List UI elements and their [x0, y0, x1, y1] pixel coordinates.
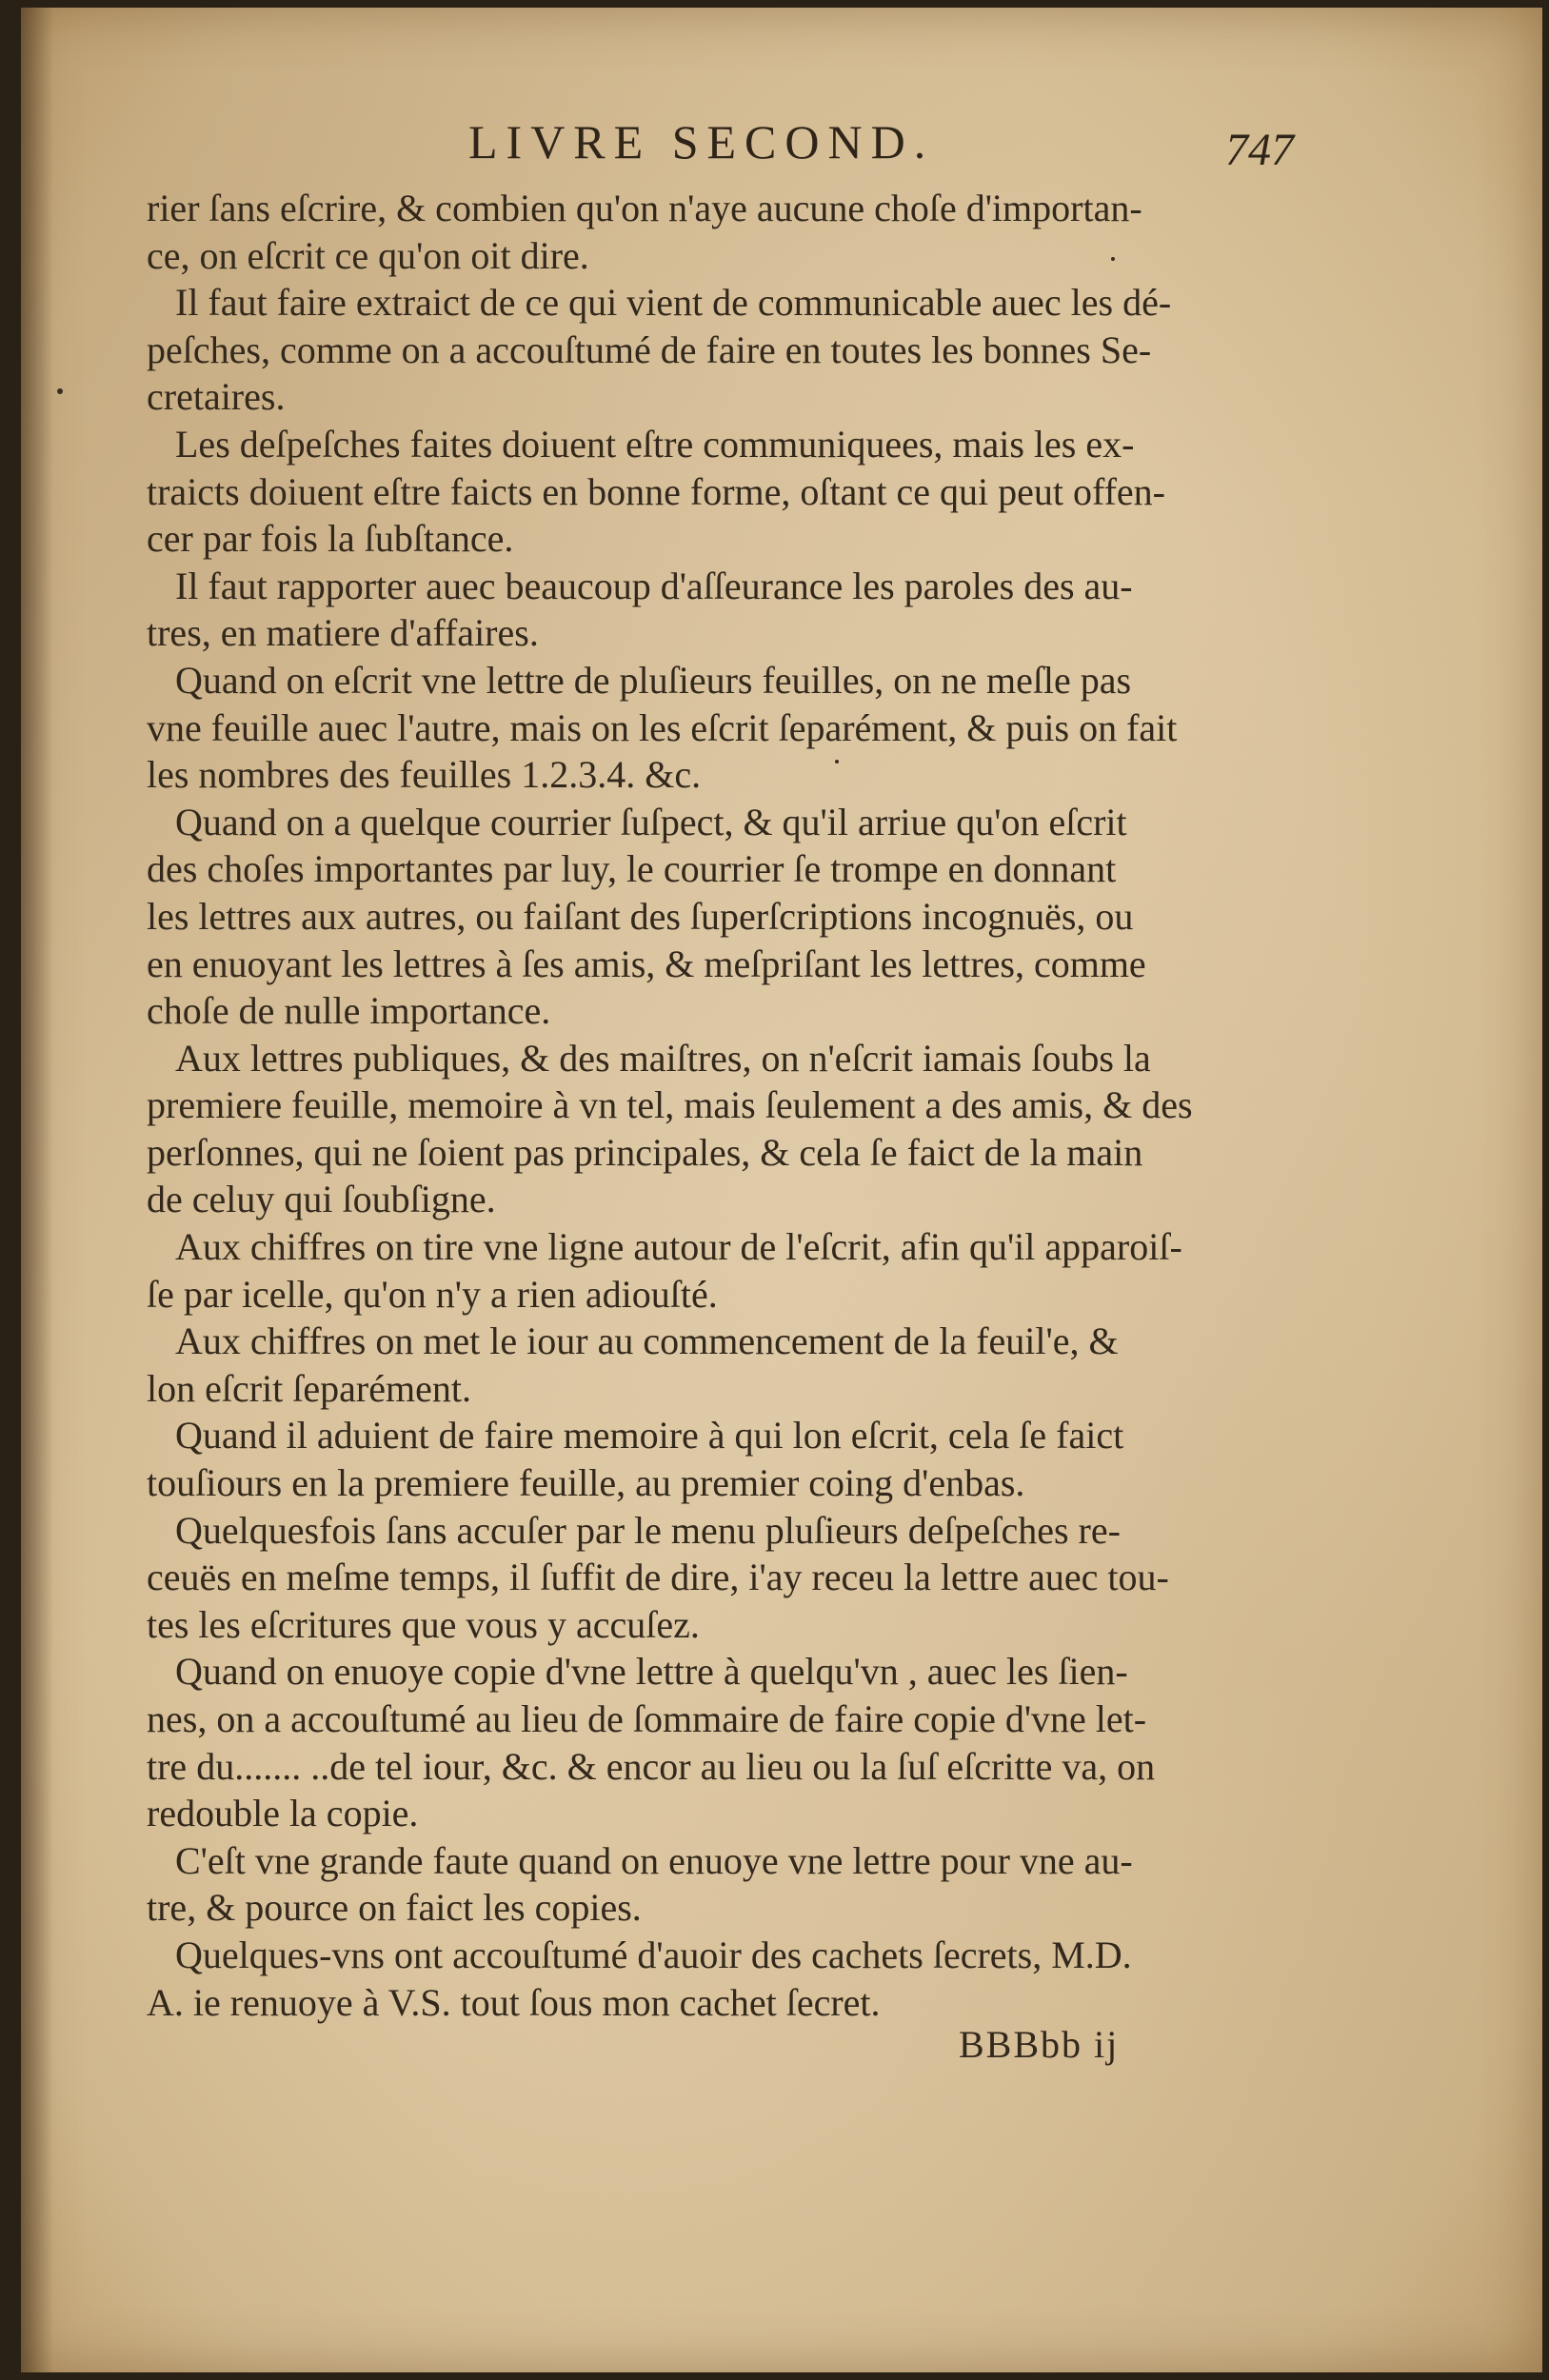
text-line: choſe de nulle importance. [147, 989, 551, 1033]
text-line: touſiours en la premiere feuille, au premier coing d'enbas. [147, 1461, 1025, 1505]
text-line: Aux chiffres on met le iour au commencement de la feuil'e, & [175, 1319, 1119, 1363]
book-page [21, 8, 1542, 2372]
text-line: Quelques-vns ont accouſtumé d'auoir des cachets ſecrets, M.D. [175, 1933, 1132, 1976]
text-line: de celuy qui ſoubſigne. [147, 1178, 496, 1221]
text-line: Il faut faire extraict de ce qui vient de communicable auec les dé- [175, 281, 1172, 325]
book-title: LIVRE SECOND. [468, 115, 935, 169]
text-line: cer par fois la ſubſtance. [147, 517, 514, 561]
text-line: Quand il aduient de faire memoire à qui lon eſcrit, cela ſe faict [175, 1414, 1124, 1458]
text-line: en enuoyant les lettres à ſes amis, & meſpriſant les lettres, comme [147, 942, 1146, 985]
text-line: Il faut rapporter auec beaucoup d'aſſeurance les paroles des au- [175, 564, 1133, 607]
text-line: tre, & pource on faict les copies. [147, 1886, 642, 1930]
text-line: traicts doiuent eſtre faicts en bonne forme, oſtant ce qui peut offen- [147, 469, 1165, 513]
text-line: vne feuille auec l'autre, mais on les eſcrit ſeparément, & puis on fait [147, 705, 1178, 749]
text-line: Aux lettres publiques, & des maiſtres, on n'eſcrit iamais ſoubs la [175, 1036, 1151, 1080]
text-line: des choſes importantes par luy, le courrier ſe trompe en donnant [147, 847, 1117, 891]
ink-speck [57, 388, 63, 394]
page-number: 747 [1225, 125, 1294, 175]
text-line: C'eſt vne grande faute quand on enuoye vne lettre pour vne au- [175, 1838, 1133, 1882]
text-line: les lettres aux autres, ou faiſant des ſuperſcriptions incognuës, ou [147, 894, 1134, 938]
text-line: lon eſcrit ſeparément. [147, 1366, 471, 1410]
text-line: Quand on a quelque courrier ſuſpect, & qu'il arriue qu'on eſcrit [175, 800, 1127, 843]
text-line: A. ie renuoye à V.S. tout ſous mon cachet ſecret. [147, 1980, 881, 2024]
text-line: Les deſpeſches faites doiuent eſtre communiquees, mais les ex- [175, 422, 1135, 466]
text-line: cretaires. [147, 375, 286, 419]
text-line: Quand on enuoye copie d'vne lettre à quelqu'vn , auec les ſien- [175, 1650, 1128, 1694]
text-line: tres, en matiere d'affaires. [147, 611, 539, 655]
text-line: ſe par icelle, qu'on n'y a rien adiouſté. [147, 1272, 718, 1316]
text-line: perſonnes, qui ne ſoient pas principales, & cela ſe faict de la main [147, 1130, 1143, 1174]
text-line: Quand on eſcrit vne lettre de pluſieurs feuilles, on ne meſle pas [175, 658, 1132, 702]
ink-speck [1111, 257, 1115, 261]
text-line: Quelquesfois ſans accuſer par le menu pluſieurs deſpeſches re- [175, 1508, 1121, 1552]
ink-speck [835, 760, 839, 764]
binding-gutter [21, 8, 53, 2372]
text-line: redouble la copie. [147, 1792, 419, 1835]
text-line: ceuës en meſme temps, il ſuffit de dire, i'ay receu la lettre auec tou- [147, 1556, 1169, 1599]
signature-mark: BBBbb ij [959, 2023, 1120, 2066]
text-line: ce, on eſcrit ce qu'on oit dire. [147, 233, 589, 277]
text-line: tes les eſcritures que vous y accuſez. [147, 1602, 700, 1646]
text-line: tre du....... ..de tel iour, &c. & encor au lieu ou la ſuſ eſcritte va, on [147, 1744, 1156, 1788]
text-line: Aux chiffres on tire vne ligne autour de l'eſcrit, afin qu'il apparoiſ- [175, 1225, 1182, 1269]
running-head [21, 114, 1542, 181]
text-line: peſches, comme on a accouſtumé de faire en toutes les bonnes Se- [147, 327, 1152, 371]
body-text [147, 185, 1313, 2026]
text-line: les nombres des feuilles 1.2.3.4. &c. [147, 753, 702, 797]
text-line: rier ſans eſcrire, & combien qu'on n'aye aucune choſe d'importan- [147, 187, 1142, 229]
text-line: nes, on a accouſtumé au lieu de ſommaire de faire copie d'vne let- [147, 1697, 1147, 1740]
text-line: premiere feuille, memoire à vn tel, mais ſeulement a des amis, & des [147, 1083, 1193, 1127]
